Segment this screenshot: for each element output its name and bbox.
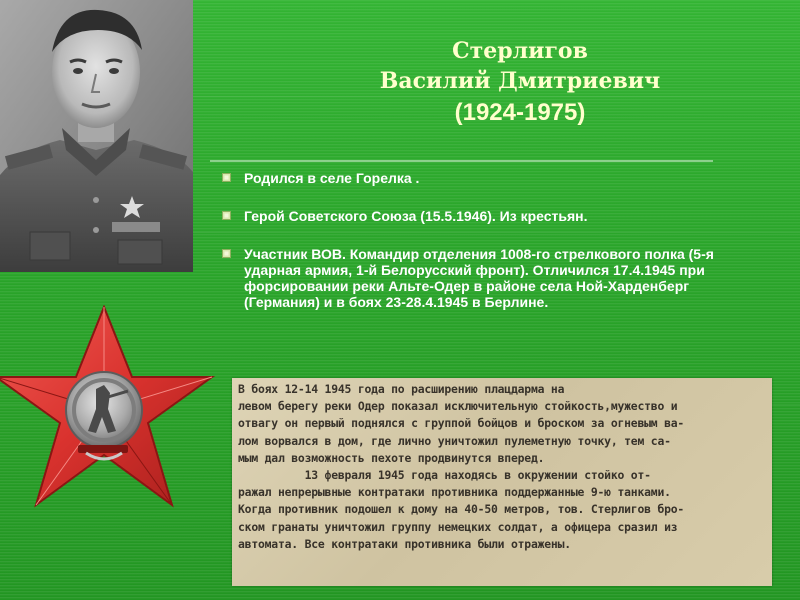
- list-item: [218, 208, 758, 224]
- bullet-text: Родился в селе Горелка .: [244, 170, 420, 186]
- square-bullet-icon: [222, 211, 231, 220]
- document-text: В боях 12-14 1945 года по расширению плацдарма на левом берегу реки Одер показал исключительную стойкость,мужество и отвагу он первый поднялся с группой бойцов и броском за огневым ва- лом ворвался в дом, где лично уничтожил пулеметную точку, тем са- мым дал возможность пехоте продвинутся вперед. 13 февраля 1945 года находясь в окружении стойко от- ражал непрерывные контратаки противника поддержанные 9-ю танками. Когда противник подошел к дому на 40-50 метров, тов. Стерлигов бро- ском гранаты уничтожил группу немецких солдат, а офицера сразил из автомата. Все контратаки противника были отражены.: [238, 382, 685, 551]
- order-of-the-red-star-icon: [0, 305, 220, 515]
- list-item: [218, 246, 758, 310]
- square-bullet-icon: [222, 249, 231, 258]
- bullet-text: Участник ВОВ. Командир отделения 1008-го стрелкового полка (5-я ударная армия, 1-й Белорусский фронт). Отличился 17.4.1945 при форсировании реки Альте-Одер в районе села Ной-Харденберг (Германия) и в боях 23-28.4.1945 в Берлине.: [244, 246, 714, 310]
- square-bullet-icon: [222, 173, 231, 182]
- portrait-photo: [0, 0, 193, 272]
- award-document-clipping: [232, 378, 772, 586]
- slide-title: [330, 36, 710, 130]
- bullet-text: Герой Советского Союза (15.5.1946). Из крестьян.: [244, 208, 588, 224]
- title-life-years: (1924-1975): [454, 99, 586, 126]
- portrait-image: [0, 0, 193, 272]
- list-item: [218, 170, 758, 186]
- title-given-names: Василий Дмитриевич: [379, 68, 661, 94]
- biography-list: [218, 170, 758, 310]
- title-surname: Стерлигов: [452, 38, 588, 64]
- title-divider: [210, 160, 713, 162]
